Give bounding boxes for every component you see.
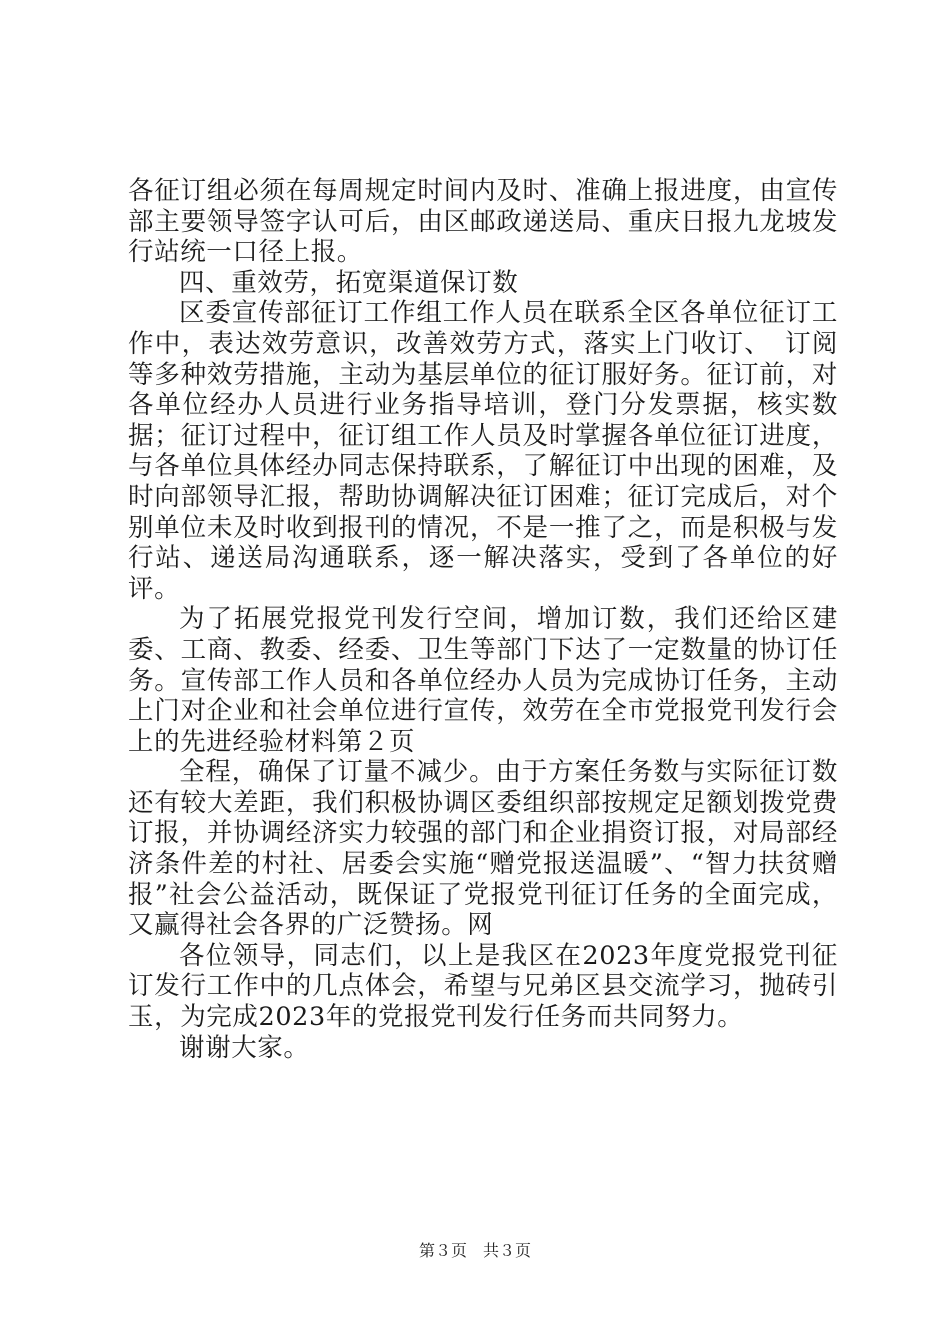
paragraph: 各位领导，同志们，以上是我区在2023年度党报党刊征订发行工作中的几点体会，希望与兄弟区县交流学习，抛砖引玉，为完成2023年的党报党刊发行任务而共同努力。 [128, 940, 838, 1033]
closing-line: 谢谢大家。 [179, 1032, 310, 1063]
section-heading: 四、重效劳，拓宽渠道保订数 [179, 267, 519, 298]
page-footer: 第３页 共３页 [418, 1241, 531, 1260]
paragraph: 区委宣传部征订工作组工作人员在联系全区各单位征订工作中，表达效劳意识，改善效劳方式，落实上门收订、 订阅等多种效劳措施，主动为基层单位的征订服好务。征订前，对各单位经办人员进行业务指导培训，登门分发票据，核实数据；征订过程中，征订组工作人员及时掌握各单位征订进度，与各单位具体经办同志保持联系，了解征订中出现的困难，及时向部领导汇报，帮助协调解决征订困难；征订完成后，对个别单位未及时收到报刊的情况，不是一推了之，而是积极与发行站、递送局沟通联系，逐一解决落实，受到了各单位的好评。 [128, 298, 838, 604]
paragraph: 各征订组必须在每周规定时间内及时、准确上报进度，由宣传部主要领导签字认可后，由区邮政递送局、重庆日报九龙坡发行站统一口径上报。 [128, 176, 838, 268]
paragraph: 全程，确保了订量不减少。由于方案任务数与实际征订数还有较大差距，我们积极协调区委组织部按规定足额划拨党费订报，并协调经济实力较强的部门和企业捐资订报，对局部经济条件差的村社、居委会实施“赠党报送温暖”、“智力扶贫赠报”社会公益活动，既保证了党报党刊征订任务的全面完成，又赢得社会各界的广泛赞扬。网 [128, 757, 838, 941]
document-body [128, 176, 838, 1063]
paragraph: 为了拓展党报党刊发行空间，增加订数，我们还给区建委、工商、教委、经委、卫生等部门下达了一定数量的协订任务。宣传部工作人员和各单位经办人员为完成协订任务，主动上门对企业和社会单位进行宣传，效劳在全市党报党刊发行会上的先进经验材料第２页 [128, 604, 838, 757]
